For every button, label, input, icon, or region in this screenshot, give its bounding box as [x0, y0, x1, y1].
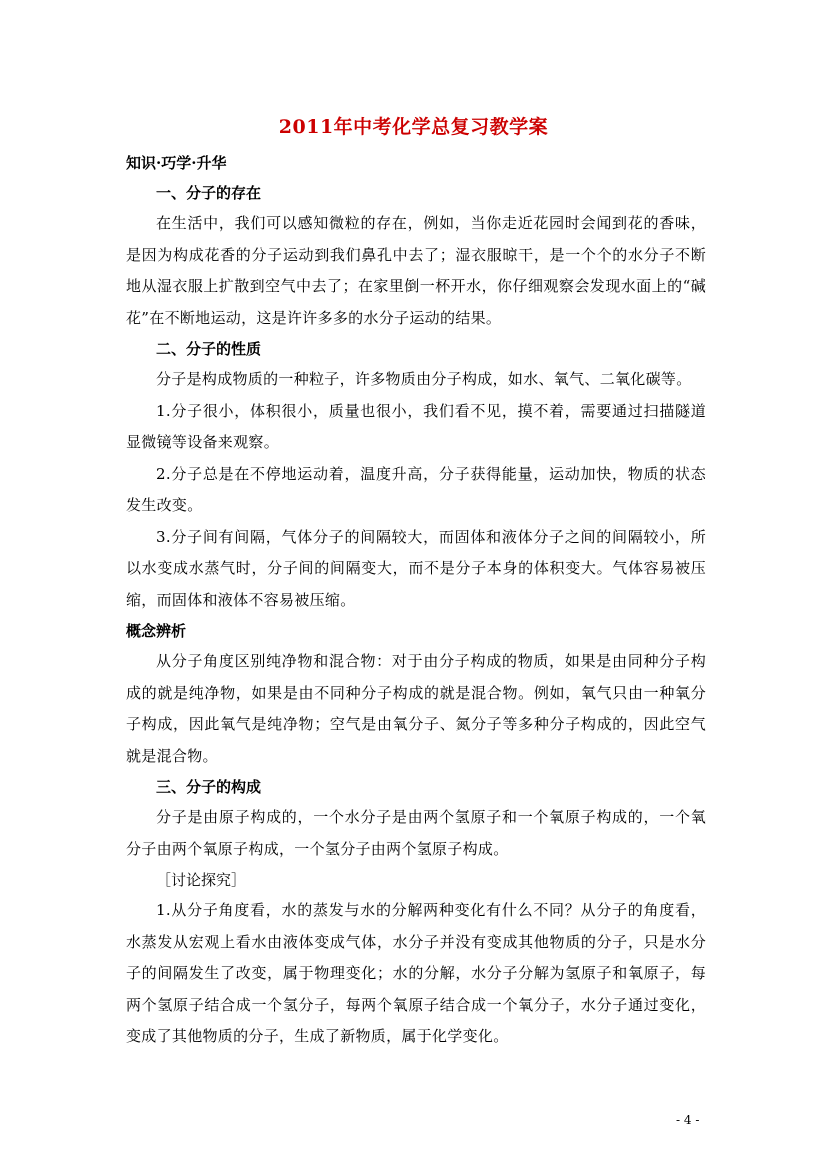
- paragraph-property-2: 2.分子总是在不停地运动着，温度升高，分子获得能量，运动加快，物质的状态发生改变。: [126, 464, 706, 514]
- paragraph-property-1: 1.分子很小，体积很小，质量也很小，我们看不见，摸不着，需要通过扫描隧道显微镜等设备来观察。: [126, 401, 706, 451]
- paragraph-discussion-1: 1.从分子角度看，水的蒸发与水的分解两种变化有什么不同？从分子的角度看，水蒸发从宏观上看水由液体变成气体，水分子并没有变成其他物质的分子，只是水分子的间隔发生了改变，属于物理变化；水的分解，水分子分解为氢原子和氧原子，每两个氢原子结合成一个氢分子，每两个氧原子结合成一个氧分子，水分子通过变化，变成了其他物质的分子，生成了新物质，属于化学变化。: [126, 901, 706, 1045]
- paragraph-concept: 从分子角度区别纯净物和混合物：对于由分子构成的物质，如果是由同种分子构成的就是纯净物，如果是由不同种分子构成的就是混合物。例如，氧气只由一种氧分子构成，因此氧气是纯净物；空气是由氧分子、氮分子等多种分子构成的，因此空气就是混合物。: [126, 652, 706, 765]
- paragraph-composition: 分子是由原子构成的，一个水分子是由两个氢原子和一个氧原子构成的，一个氧分子由两个氧原子构成，一个氢分子由两个氢原子构成。: [126, 808, 706, 858]
- section-label-knowledge: 知识·巧学·升华: [126, 154, 227, 172]
- page-number: - 4 -: [676, 1113, 700, 1127]
- discussion-label: ［讨论探究］: [156, 871, 247, 889]
- paragraph-properties-intro: 分子是构成物质的一种粒子，许多物质由分子构成，如水、氧气、二氧化碳等。: [156, 370, 692, 388]
- paragraph-property-3: 3.分子间有间隔，气体分子的间隔较大，而固体和液体分子之间的间隔较小，所以水变成水蒸气时，分子间的间隔变大，而不是分子本身的体积变大。气体容易被压缩，而固体和液体不容易被压缩。: [126, 527, 706, 609]
- document-body: [126, 148, 706, 1053]
- heading-molecule-properties: 二、分子的性质: [156, 340, 262, 358]
- section-label-concept: 概念辨析: [126, 622, 187, 640]
- document-title: 2011年中考化学总复习教学案: [278, 116, 549, 138]
- paragraph-existence: 在生活中，我们可以感知微粒的存在，例如，当你走近花园时会闻到花的香味，是因为构成花香的分子运动到我们鼻孔中去了；湿衣服晾干，是一个个的水分子不断地从湿衣服上扩散到空气中去了；在家里倒一杯开水，你仔细观察会发现水面上的“碱花”在不断地运动，这是许许多多的水分子运动的结果。: [126, 214, 706, 327]
- heading-molecule-composition: 三、分子的构成: [156, 778, 262, 796]
- heading-molecule-existence: 一、分子的存在: [156, 184, 262, 202]
